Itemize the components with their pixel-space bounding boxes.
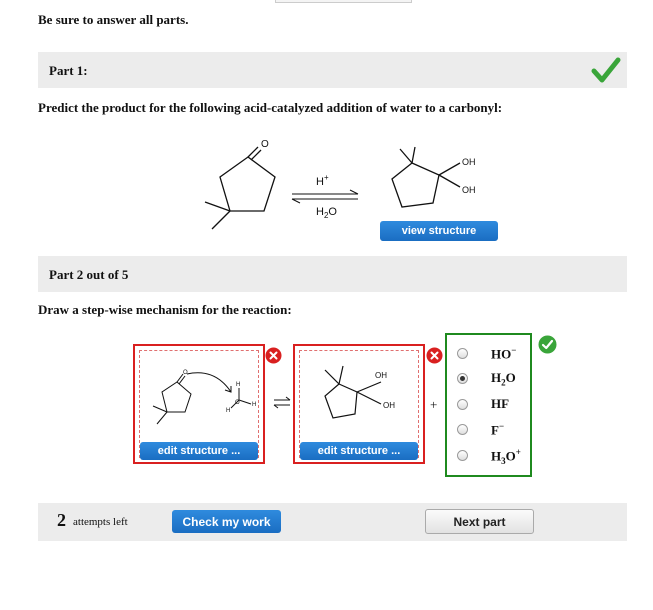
checkmark-icon (591, 55, 621, 85)
radio-hydroxide[interactable] (457, 348, 468, 359)
edit-structure-button-2[interactable]: edit structure ... (300, 442, 418, 460)
svg-text:O: O (235, 400, 240, 406)
part1-reaction-diagram (150, 135, 510, 235)
check-my-work-button[interactable]: Check my work (172, 510, 281, 533)
radio-hf[interactable] (457, 399, 468, 410)
radio-fluoride[interactable] (457, 424, 468, 435)
reactant-molecule (205, 147, 275, 229)
mechanism-structure-box-2[interactable] (293, 344, 425, 464)
top-toolbar-stub (275, 0, 412, 3)
part2-instruction: Draw a step-wise mechanism for the reaction: (38, 302, 292, 317)
error-x-icon (426, 347, 443, 364)
structure-2-oh-right: OH (383, 401, 395, 410)
attempts-count: 2 (57, 510, 66, 530)
radio-hydronium[interactable] (457, 450, 468, 461)
reagent-h: H (316, 176, 324, 188)
svg-text:H2O: $H_2O$ (316, 206, 337, 220)
correct-check-icon (538, 335, 557, 354)
svg-text:H: H (236, 382, 241, 388)
svg-text:H: H (252, 402, 257, 408)
part2-header (38, 256, 627, 292)
mechanism-structure-box-1[interactable] (133, 344, 265, 464)
mechanism-equilibrium-arrow (271, 396, 293, 410)
part1-label: Part 1: (49, 63, 88, 78)
part2-label: Part 2 out of 5 (49, 267, 129, 282)
reactant-oxygen: O (261, 139, 269, 150)
svg-text:H: H (226, 408, 231, 414)
view-structure-button[interactable]: view structure (380, 221, 498, 241)
intro-text: Be sure to answer all parts. (38, 12, 189, 27)
product-oh-top: OH (462, 157, 476, 167)
plus-sign: + (430, 397, 438, 412)
reagent-water: H (316, 206, 324, 218)
product-oh-bottom: OH (462, 185, 476, 195)
product-molecule (392, 147, 460, 207)
error-x-icon (265, 347, 282, 364)
edit-structure-button-1[interactable]: edit structure ... (140, 442, 258, 460)
equilibrium-arrows (292, 190, 358, 203)
attempts-left-text: attempts left (73, 516, 128, 528)
structure-1-drawing (135, 346, 263, 436)
svg-text:H+: H+ (316, 173, 329, 188)
radio-water[interactable] (457, 373, 468, 384)
structure-2-oh-top: OH (375, 371, 387, 380)
structure-2-drawing (295, 346, 423, 436)
footer-bar (38, 503, 627, 541)
part1-header (38, 52, 627, 88)
structure-1-oxygen: O (183, 370, 188, 376)
reagent-choice-box: HO− $H_2O$ HF F− $H_3O^+$ (445, 333, 532, 477)
next-part-button[interactable]: Next part (425, 509, 534, 534)
part1-instruction: Predict the product for the following acid-catalyzed addition of water to a carbonyl: (38, 100, 503, 115)
